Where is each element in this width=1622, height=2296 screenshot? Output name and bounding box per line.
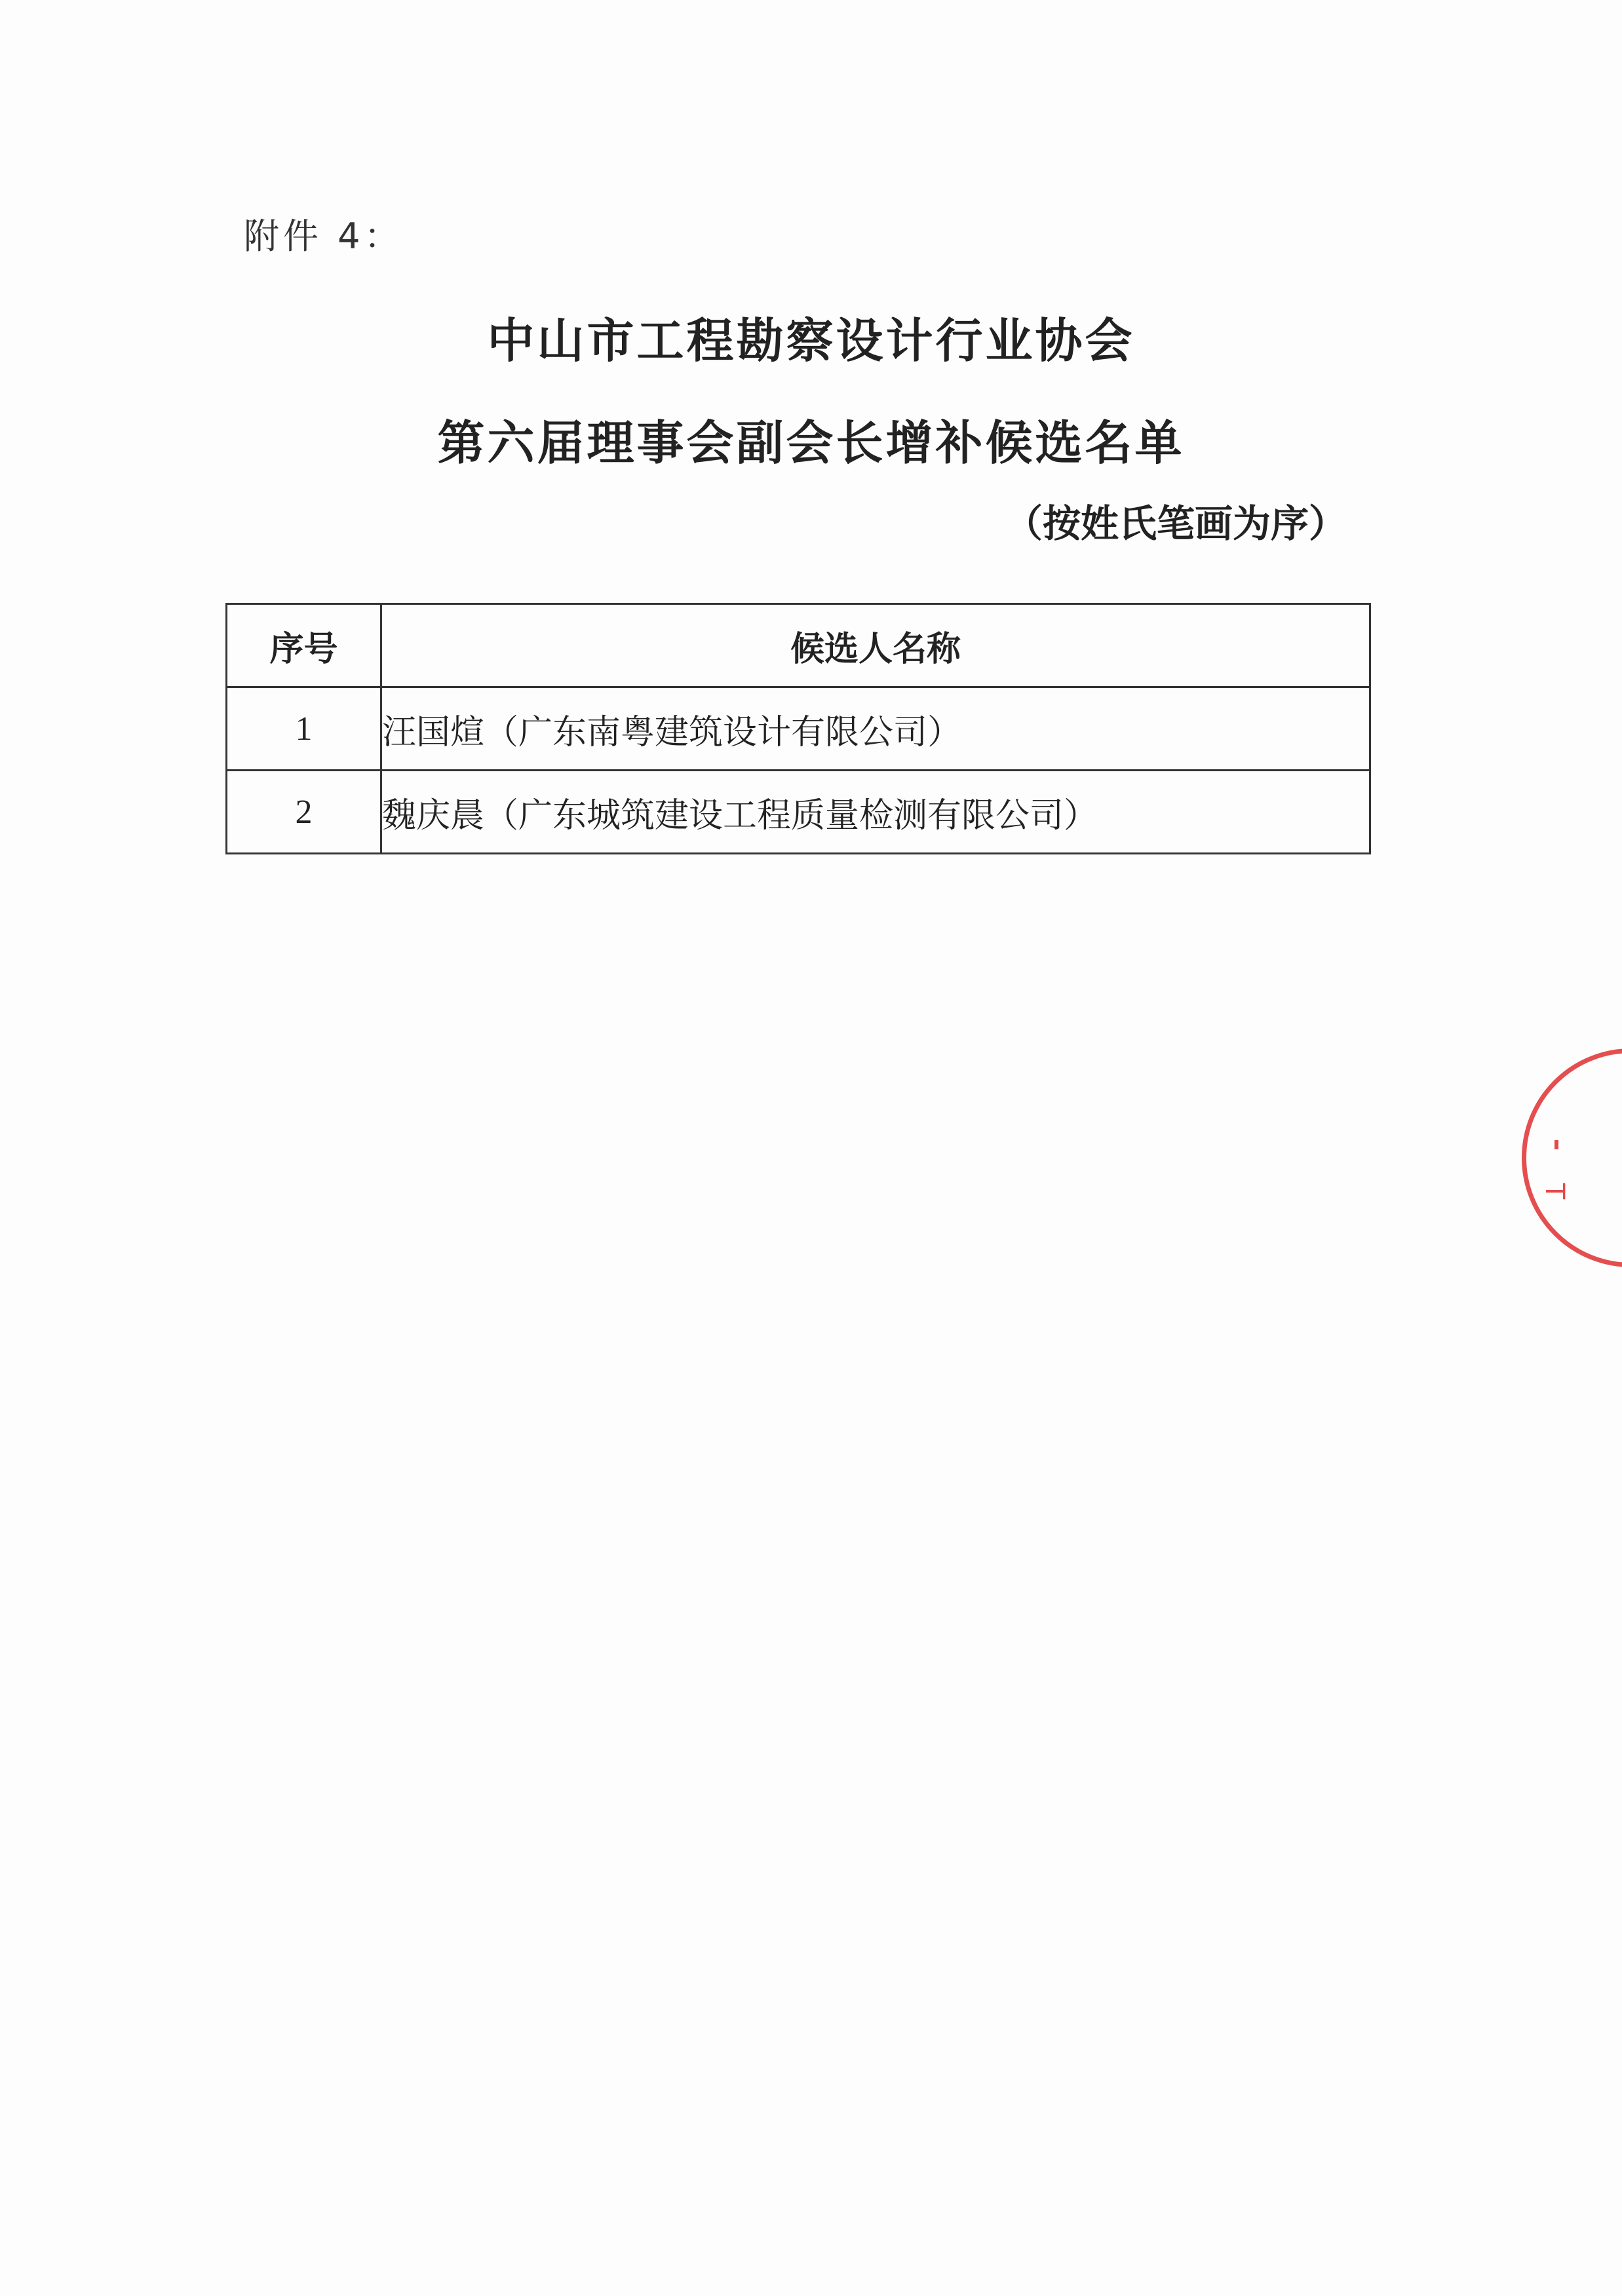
ordering-note: （按姓氏笔画为序） — [1004, 501, 1347, 546]
row-serial-number: 1 — [227, 687, 381, 771]
document-title-line-2: 第六届理事会副会长增补候选名单 — [437, 415, 1185, 470]
document-title-line-1: 中山市工程勘察设计行业协会 — [487, 313, 1135, 368]
row-candidate-name: 汪国煊（广东南粤建筑设计有限公司） — [381, 687, 1370, 771]
candidate-table — [225, 603, 1371, 854]
table-header-row — [227, 604, 1370, 687]
row-candidate-name: 魏庆晨（广东城筑建设工程质量检测有限公司） — [381, 771, 1370, 854]
table-row — [227, 771, 1370, 854]
header-candidate-name: 候选人名称 — [381, 604, 1370, 687]
official-seal-partial — [1522, 1048, 1622, 1267]
table-row — [227, 687, 1370, 771]
row-serial-number: 2 — [227, 771, 381, 854]
seal-mark — [1554, 1140, 1558, 1149]
seal-partial-text: T — [1539, 1183, 1570, 1200]
header-serial-number: 序号 — [227, 604, 381, 687]
attachment-label: 附件 4： — [244, 216, 404, 257]
